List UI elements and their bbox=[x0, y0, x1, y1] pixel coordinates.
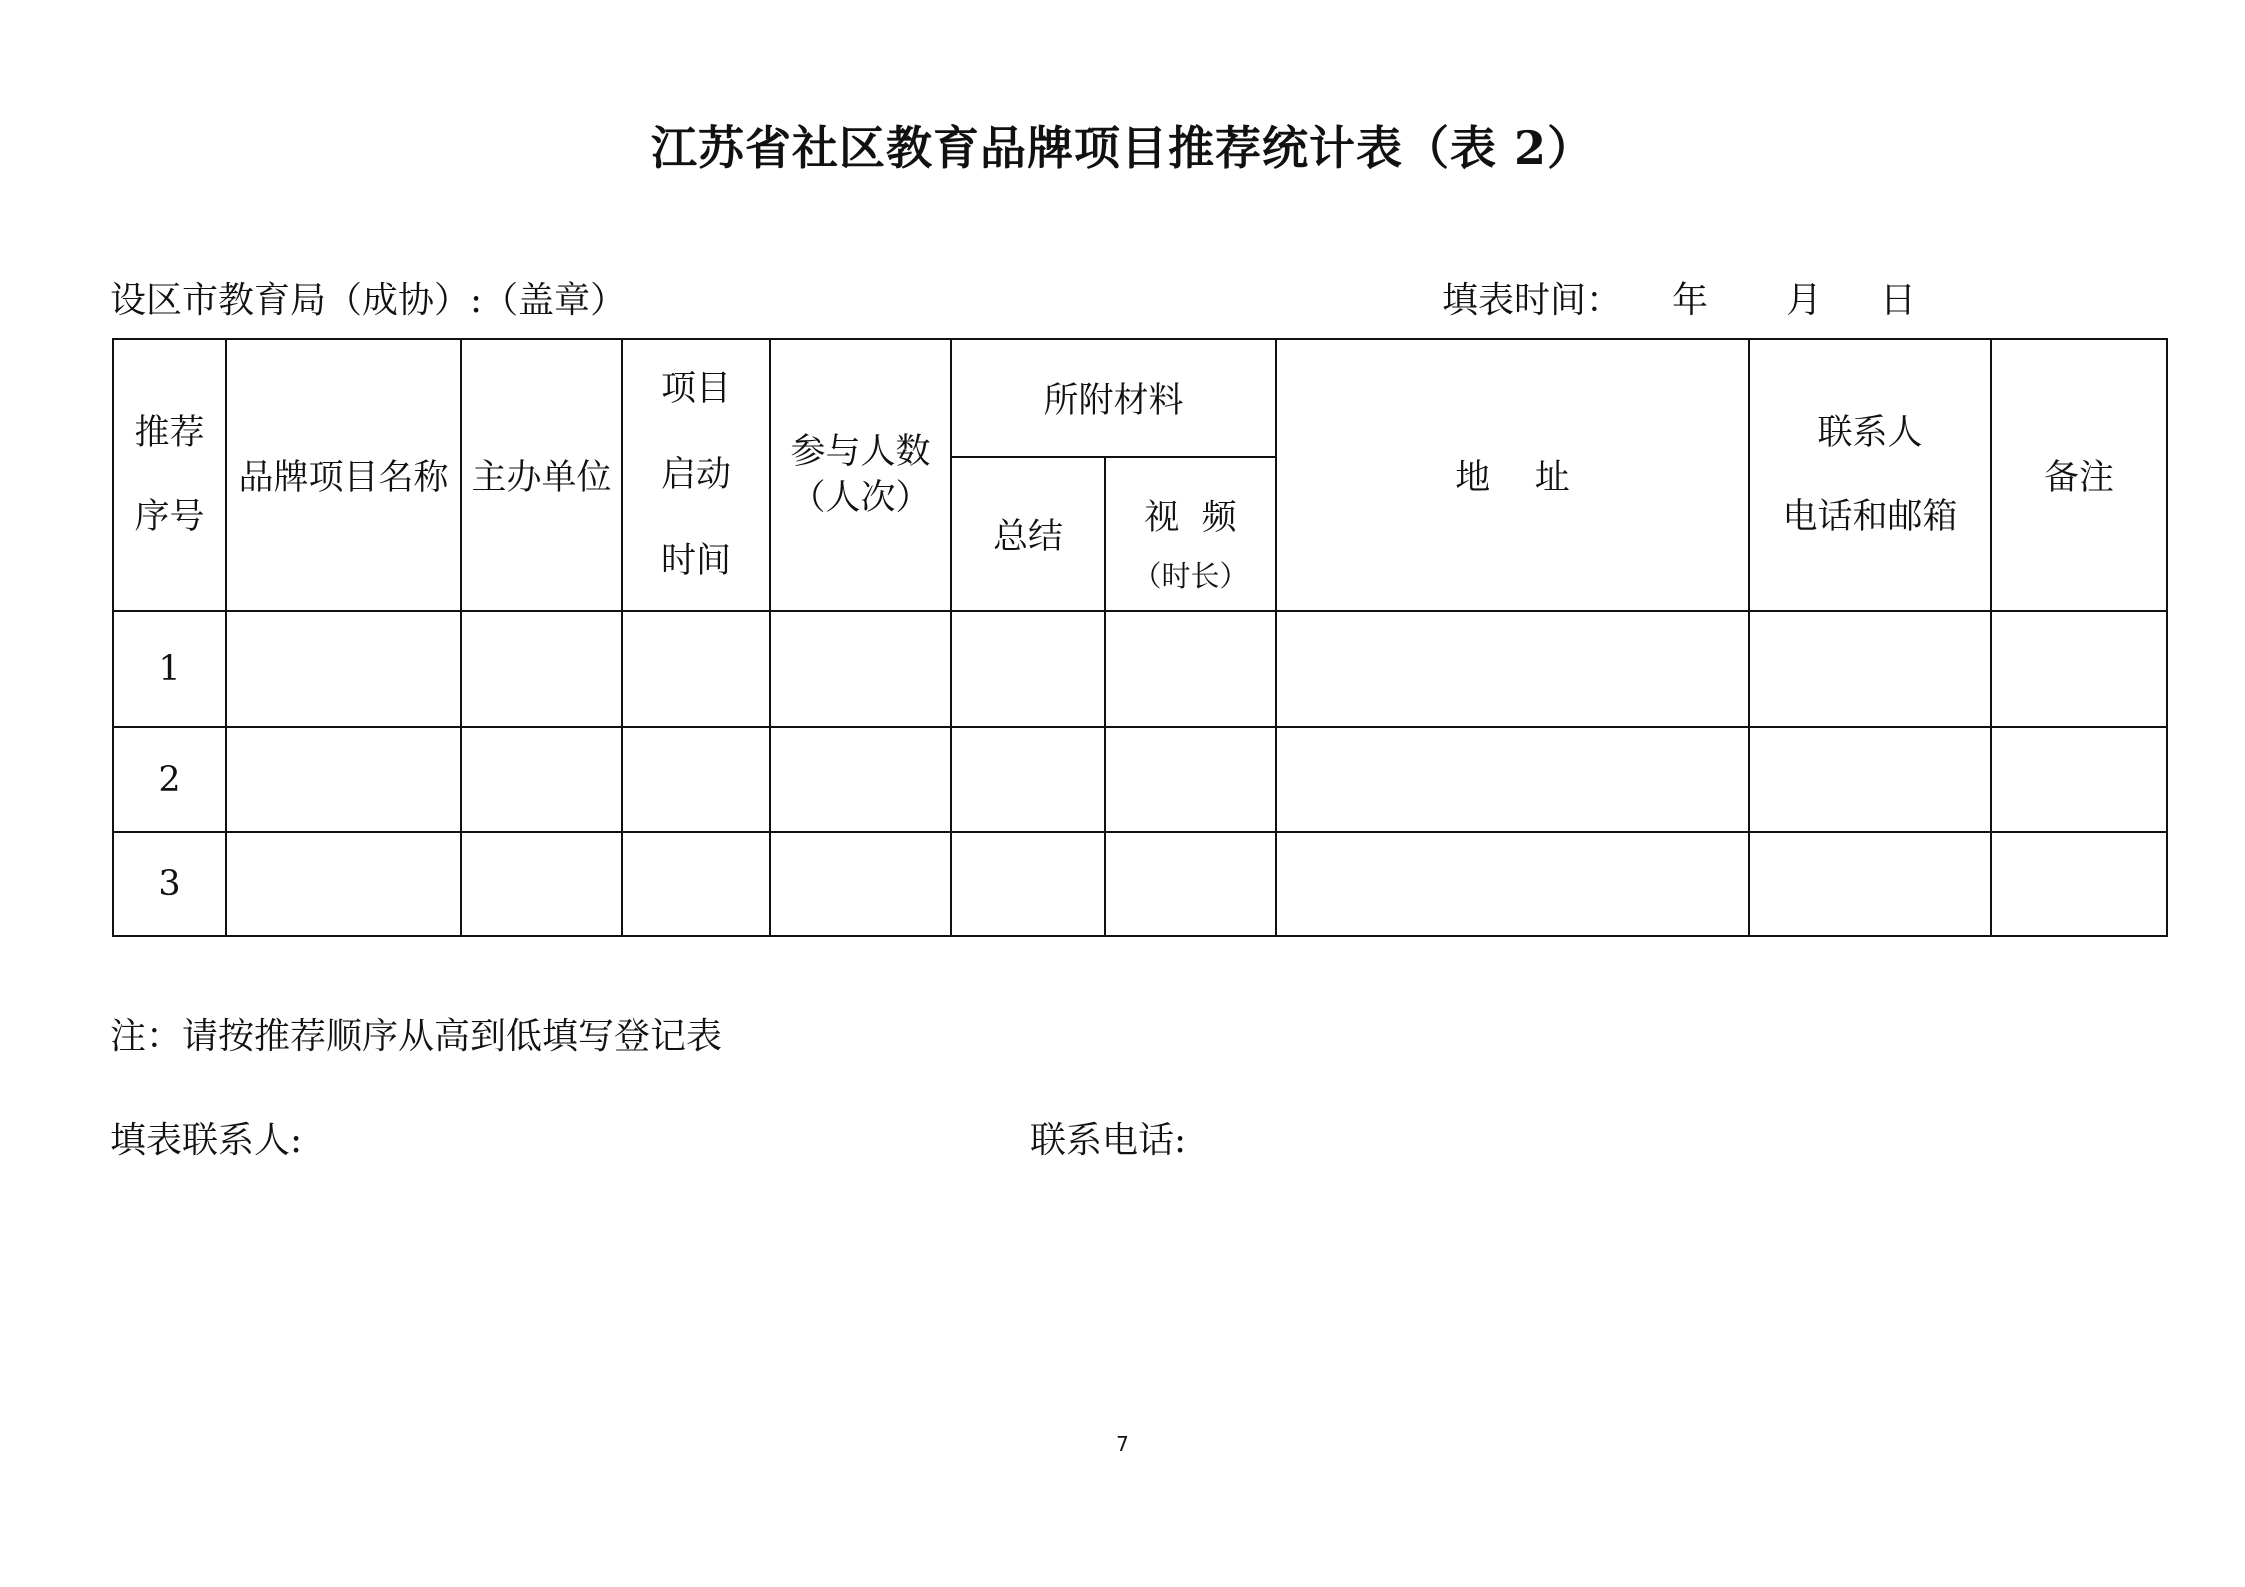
header-summary: 总结 bbox=[951, 457, 1105, 611]
header-start-line3: 时间 bbox=[660, 541, 731, 581]
recommendation-table bbox=[112, 338, 2168, 937]
cell-brand-name[interactable] bbox=[226, 611, 461, 727]
cell-brand-name[interactable] bbox=[226, 727, 461, 832]
header-start-time bbox=[622, 339, 770, 611]
contact-phone-label: 联系电话: bbox=[1030, 1120, 1187, 1161]
header-video bbox=[1105, 457, 1276, 611]
header-contact-line1: 联系人 bbox=[1817, 413, 1923, 453]
page-title: 江苏省社区教育品牌项目推荐统计表（表 2） bbox=[650, 121, 1595, 175]
header-seq-line2: 序号 bbox=[134, 497, 205, 537]
cell-start-time[interactable] bbox=[622, 727, 770, 832]
cell-video[interactable] bbox=[1105, 611, 1276, 727]
row-seq: 3 bbox=[113, 832, 226, 936]
cell-remarks[interactable] bbox=[1991, 832, 2167, 936]
page-number: 7 bbox=[1116, 1432, 1129, 1456]
cell-summary[interactable] bbox=[951, 832, 1105, 936]
header-participants-line1: 参与人数 bbox=[790, 432, 931, 472]
cell-address[interactable] bbox=[1276, 611, 1749, 727]
cell-address[interactable] bbox=[1276, 727, 1749, 832]
cell-host[interactable] bbox=[461, 611, 622, 727]
table-row bbox=[113, 727, 2167, 832]
cell-host[interactable] bbox=[461, 727, 622, 832]
bureau-label: 设区市教育局（成协）:（盖章） bbox=[110, 280, 627, 321]
fill-time-label: 填表时间： bbox=[1442, 280, 1623, 321]
cell-participants[interactable] bbox=[770, 832, 951, 936]
cell-participants[interactable] bbox=[770, 727, 951, 832]
header-contact bbox=[1749, 339, 1991, 611]
cell-summary[interactable] bbox=[951, 611, 1105, 727]
day-label: 日 bbox=[1880, 280, 1917, 321]
header-video-duration: （时长） bbox=[1132, 558, 1249, 593]
header-video-label: 视 频 bbox=[1144, 497, 1237, 538]
row-seq: 2 bbox=[113, 727, 226, 832]
header-participants-line2: （人次） bbox=[790, 478, 931, 518]
cell-contact[interactable] bbox=[1749, 832, 1991, 936]
cell-video[interactable] bbox=[1105, 727, 1276, 832]
row-seq: 1 bbox=[113, 611, 226, 727]
cell-remarks[interactable] bbox=[1991, 611, 2167, 727]
note-text: 注：请按推荐顺序从高到低填写登记表 bbox=[110, 1016, 723, 1057]
header-brand-name: 品牌项目名称 bbox=[226, 339, 461, 611]
header-seq-line1: 推荐 bbox=[134, 413, 205, 453]
cell-address[interactable] bbox=[1276, 832, 1749, 936]
header-remarks: 备注 bbox=[1991, 339, 2167, 611]
cell-host[interactable] bbox=[461, 832, 622, 936]
cell-contact[interactable] bbox=[1749, 727, 1991, 832]
header-start-line2: 启动 bbox=[660, 455, 731, 495]
header-host: 主办单位 bbox=[461, 339, 622, 611]
table-row bbox=[113, 611, 2167, 727]
header-materials: 所附材料 bbox=[951, 339, 1276, 457]
table-row bbox=[113, 832, 2167, 936]
cell-contact[interactable] bbox=[1749, 611, 1991, 727]
cell-summary[interactable] bbox=[951, 727, 1105, 832]
cell-video[interactable] bbox=[1105, 832, 1276, 936]
header-contact-line2: 电话和邮箱 bbox=[1782, 497, 1958, 537]
year-label: 年 bbox=[1672, 280, 1709, 321]
cell-remarks[interactable] bbox=[1991, 727, 2167, 832]
cell-participants[interactable] bbox=[770, 611, 951, 727]
contact-person-label: 填表联系人: bbox=[110, 1120, 303, 1161]
cell-brand-name[interactable] bbox=[226, 832, 461, 936]
header-participants bbox=[770, 339, 951, 611]
header-start-line1: 项目 bbox=[660, 369, 731, 409]
month-label: 月 bbox=[1786, 280, 1823, 321]
header-seq bbox=[113, 339, 226, 611]
cell-start-time[interactable] bbox=[622, 611, 770, 727]
fill-time bbox=[1442, 272, 1916, 323]
header-address: 地 址 bbox=[1276, 339, 1749, 611]
cell-start-time[interactable] bbox=[622, 832, 770, 936]
